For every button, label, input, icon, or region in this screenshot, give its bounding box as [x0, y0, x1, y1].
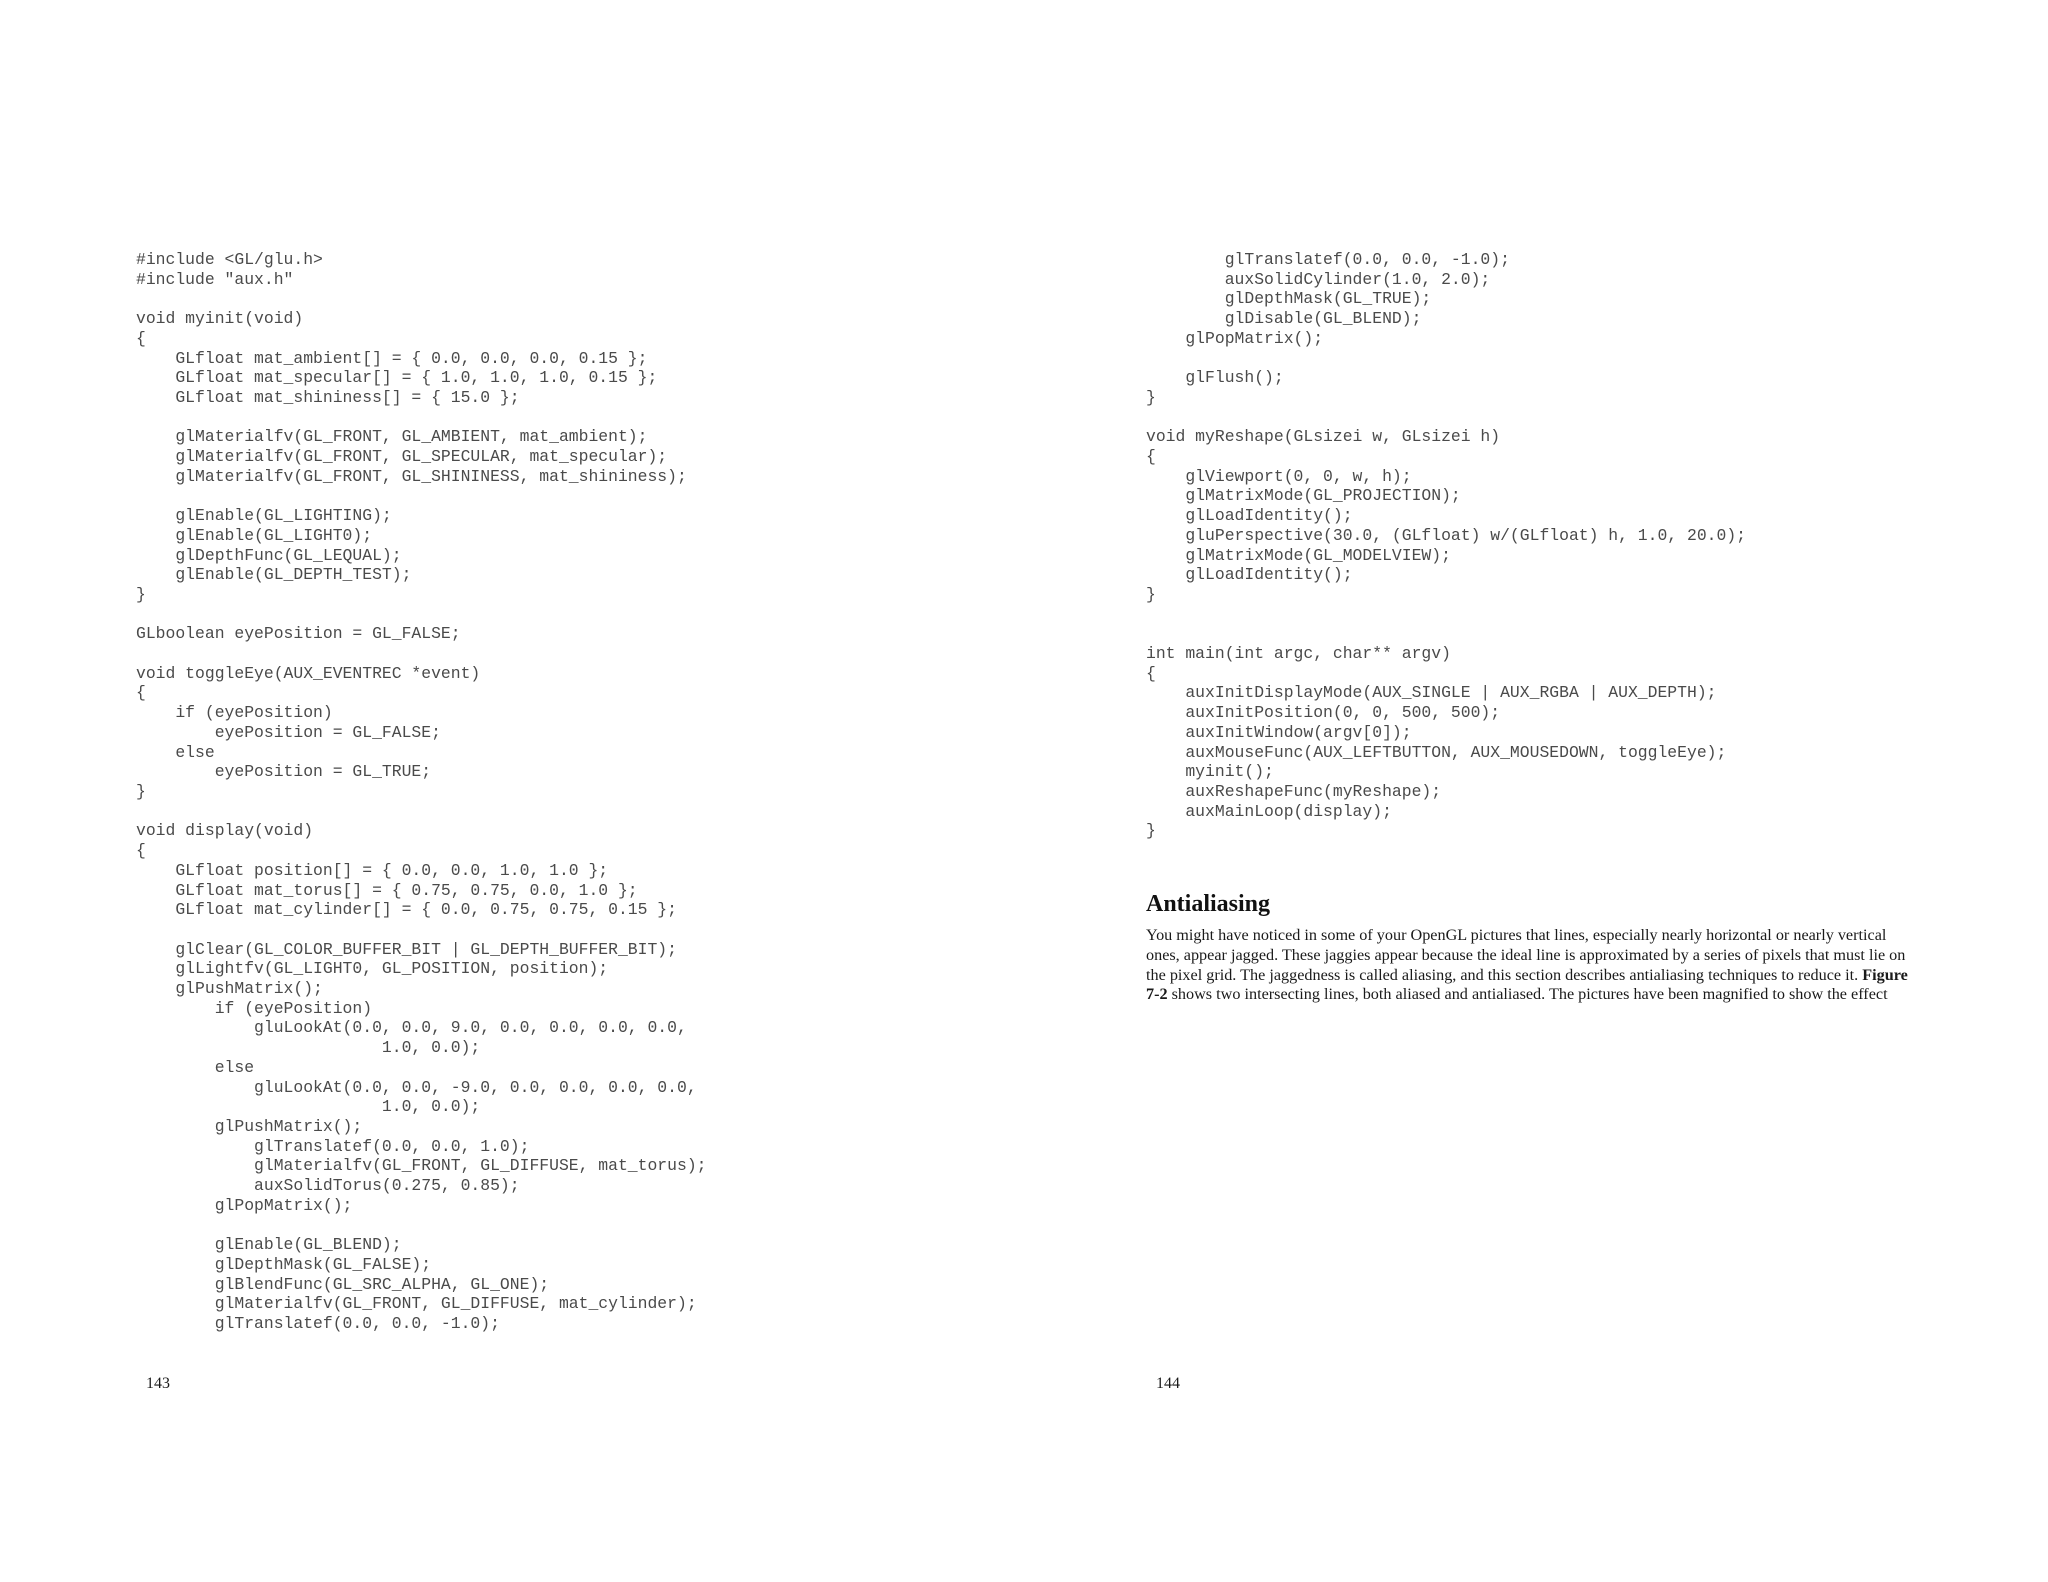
section-heading-antialiasing: Antialiasing: [1146, 891, 1271, 917]
paragraph-text-after-ref: shows two intersecting lines, both aliased and antialiased. The pictures have been magnified to show the effect: [1167, 985, 1888, 1004]
page-number-left: 143: [146, 1375, 170, 1392]
body-paragraph: [1146, 926, 1916, 1005]
code-listing-left: #include <GL/glu.h> #include "aux.h" void myinit(void) { GLfloat mat_ambient[] = { 0.0, 0.0, 0.0, 0.15 }; GLfloat mat_specular[] = { 1.0, 1.0, 1.0, 0.15 }; GLfloat mat_shininess[] = { 15.0 }; glMaterialfv(GL_FRONT, GL_AMBIENT, mat_ambient); glMaterialfv(GL_FRONT, GL_SPECULAR, mat_specular); glMaterialfv(GL_FRONT, GL_SHININESS, mat_shininess); glEnable(GL_LIGHTING); glEnable(GL_LIGHT0); glDepthFunc(GL_LEQUAL); glEnable(GL_DEPTH_TEST); } GLboolean eyePosition = GL_FALSE; void toggleEye(AUX_EVENTREC *event) { if (eyePosition) eyePosition = GL_FALSE; else eyePosition = GL_TRUE; } void display(void) { GLfloat position[] = { 0.0, 0.0, 1.0, 1.0 }; GLfloat mat_torus[] = { 0.75, 0.75, 0.0, 1.0 }; GLfloat mat_cylinder[] = { 0.0, 0.75, 0.75, 0.15 }; glClear(GL_COLOR_BUFFER_BIT | GL_DEPTH_BUFFER_BIT); glLightfv(GL_LIGHT0, GL_POSITION, position); glPushMatrix(); if (eyePosition) gluLookAt(0.0, 0.0, 9.0, 0.0, 0.0, 0.0, 0.0, 1.0, 0.0); else gluLookAt(0.0, 0.0, -9.0, 0.0, 0.0, 0.0, 0.0, 1.0, 0.0); glPushMatrix(); glTranslatef(0.0, 0.0, 1.0); glMaterialfv(GL_FRONT, GL_DIFFUSE, mat_torus); auxSolidTorus(0.275, 0.85); glPopMatrix(); glEnable(GL_BLEND); glDepthMask(GL_FALSE); glBlendFunc(GL_SRC_ALPHA, GL_ONE); glMaterialfv(GL_FRONT, GL_DIFFUSE, mat_cylinder); glTranslatef(0.0, 0.0, -1.0);: [136, 250, 707, 1333]
page-number-right: 144: [1156, 1375, 1180, 1392]
code-listing-right: glTranslatef(0.0, 0.0, -1.0); auxSolidCylinder(1.0, 2.0); glDepthMask(GL_TRUE); glDisable(GL_BLEND); glPopMatrix(); glFlush(); } void myReshape(GLsizei w, GLsizei h) { glViewport(0, 0, w, h); glMatrixMode(GL_PROJECTION); glLoadIdentity(); gluPerspective(30.0, (GLfloat) w/(GLfloat) h, 1.0, 20.0); glMatrixMode(GL_MODELVIEW); glLoadIdentity(); } int main(int argc, char** argv) { auxInitDisplayMode(AUX_SINGLE | AUX_RGBA | AUX_DEPTH); auxInitPosition(0, 0, 500, 500); auxInitWindow(argv[0]); auxMouseFunc(AUX_LEFTBUTTON, AUX_MOUSEDOWN, toggleEye); myinit(); auxReshapeFunc(myReshape); auxMainLoop(display); }: [1146, 250, 1746, 841]
figure-reference: Figure 7-2: [1146, 965, 1908, 1004]
paragraph-text-before-ref: You might have noticed in some of your OpenGL pictures that lines, especially nearly horizontal or nearly vertical ones, appear jagged. These jaggies appear because the ideal line is approximated by a series of pixels that must lie on the pixel grid. The jaggedness is called aliasing, and this section describes antialiasing techniques to reduce it.: [1146, 926, 1906, 984]
